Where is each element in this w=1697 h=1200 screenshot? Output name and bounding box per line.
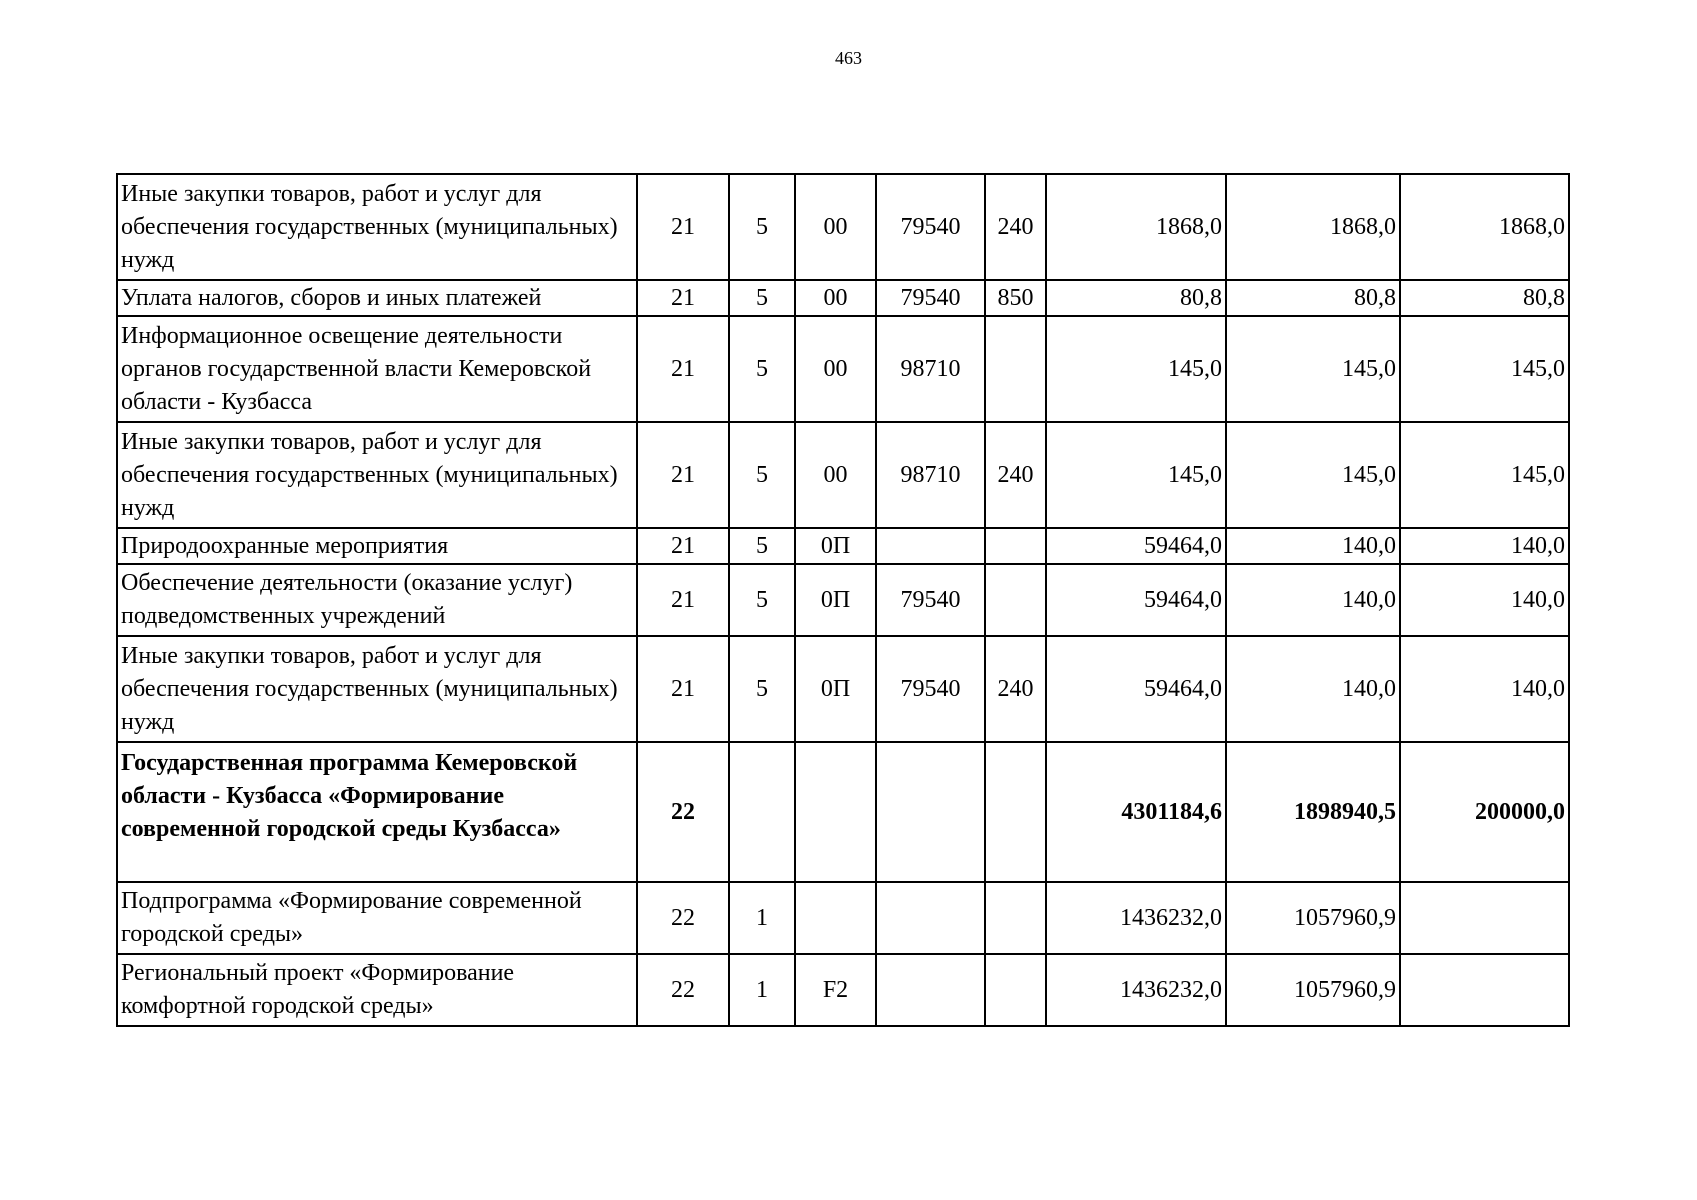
expense-type-code: 850 [985,280,1046,316]
direction-code: 79540 [876,564,985,636]
amount-1: 80,8 [1046,280,1226,316]
expense-type-code [985,882,1046,954]
subprogram-code: 1 [729,882,795,954]
direction-code [876,528,985,564]
amount-2: 1898940,5 [1226,742,1400,882]
program-code: 21 [637,528,729,564]
subprogram-code: 5 [729,528,795,564]
subprogram-code: 5 [729,316,795,422]
program-code: 21 [637,422,729,528]
program-code: 22 [637,742,729,882]
amount-1: 4301184,6 [1046,742,1226,882]
activity-code [795,742,876,882]
program-code: 21 [637,316,729,422]
amount-3: 140,0 [1400,528,1569,564]
subprogram-code: 5 [729,280,795,316]
table-row [117,954,1569,1026]
activity-code: 00 [795,280,876,316]
program-code: 22 [637,954,729,1026]
activity-code: 00 [795,174,876,280]
table-row [117,742,1569,882]
amount-1: 59464,0 [1046,528,1226,564]
row-name: Уплата налогов, сборов и иных платежей [117,280,637,316]
direction-code: 79540 [876,280,985,316]
amount-3: 145,0 [1400,422,1569,528]
direction-code: 79540 [876,174,985,280]
direction-code [876,954,985,1026]
amount-1: 59464,0 [1046,564,1226,636]
amount-3: 80,8 [1400,280,1569,316]
activity-code: 00 [795,422,876,528]
row-name: Иные закупки товаров, работ и услуг для обеспечения государственных (муниципальных) нужд [117,422,637,528]
amount-3 [1400,882,1569,954]
row-name: Подпрограмма «Формирование современной городской среды» [117,882,637,954]
row-name: Обеспечение деятельности (оказание услуг) подведомственных учреждений [117,564,637,636]
subprogram-code [729,742,795,882]
expense-type-code [985,954,1046,1026]
amount-3: 140,0 [1400,636,1569,742]
program-code: 21 [637,636,729,742]
table-row [117,636,1569,742]
row-name: Государственная программа Кемеровской области - Кузбасса «Формирование современной городской среды Кузбасса» [117,742,637,882]
amount-3: 200000,0 [1400,742,1569,882]
amount-1: 1436232,0 [1046,954,1226,1026]
amount-3: 1868,0 [1400,174,1569,280]
expense-type-code: 240 [985,174,1046,280]
amount-3: 145,0 [1400,316,1569,422]
amount-2: 140,0 [1226,564,1400,636]
activity-code: 0П [795,528,876,564]
amount-2: 1057960,9 [1226,882,1400,954]
table-row [117,174,1569,280]
program-code: 21 [637,280,729,316]
expense-type-code [985,528,1046,564]
row-name: Природоохранные мероприятия [117,528,637,564]
activity-code: 0П [795,636,876,742]
row-name: Информационное освещение деятельности органов государственной власти Кемеровской области - Кузбасса [117,316,637,422]
row-name: Иные закупки товаров, работ и услуг для обеспечения государственных (муниципальных) нужд [117,174,637,280]
subprogram-code: 5 [729,174,795,280]
activity-code [795,882,876,954]
amount-1: 1436232,0 [1046,882,1226,954]
program-code: 21 [637,174,729,280]
amount-1: 145,0 [1046,316,1226,422]
table-row [117,564,1569,636]
budget-table [116,173,1570,1027]
direction-code: 98710 [876,316,985,422]
table-row [117,280,1569,316]
table-row [117,528,1569,564]
amount-3 [1400,954,1569,1026]
amount-2: 1868,0 [1226,174,1400,280]
subprogram-code: 1 [729,954,795,1026]
row-name: Иные закупки товаров, работ и услуг для обеспечения государственных (муниципальных) нужд [117,636,637,742]
activity-code: 00 [795,316,876,422]
amount-2: 145,0 [1226,422,1400,528]
amount-2: 145,0 [1226,316,1400,422]
activity-code: 0П [795,564,876,636]
amount-2: 80,8 [1226,280,1400,316]
expense-type-code [985,742,1046,882]
direction-code: 79540 [876,636,985,742]
direction-code: 98710 [876,422,985,528]
subprogram-code: 5 [729,564,795,636]
subprogram-code: 5 [729,422,795,528]
table-row [117,316,1569,422]
expense-type-code: 240 [985,422,1046,528]
table-row [117,422,1569,528]
row-name: Региональный проект «Формирование комфортной городской среды» [117,954,637,1026]
expense-type-code [985,316,1046,422]
amount-1: 59464,0 [1046,636,1226,742]
table-row [117,882,1569,954]
amount-2: 1057960,9 [1226,954,1400,1026]
amount-2: 140,0 [1226,636,1400,742]
program-code: 22 [637,882,729,954]
amount-3: 140,0 [1400,564,1569,636]
activity-code: F2 [795,954,876,1026]
subprogram-code: 5 [729,636,795,742]
expense-type-code: 240 [985,636,1046,742]
page-number: 463 [835,48,862,68]
direction-code [876,742,985,882]
amount-1: 145,0 [1046,422,1226,528]
amount-1: 1868,0 [1046,174,1226,280]
expense-type-code [985,564,1046,636]
direction-code [876,882,985,954]
program-code: 21 [637,564,729,636]
amount-2: 140,0 [1226,528,1400,564]
